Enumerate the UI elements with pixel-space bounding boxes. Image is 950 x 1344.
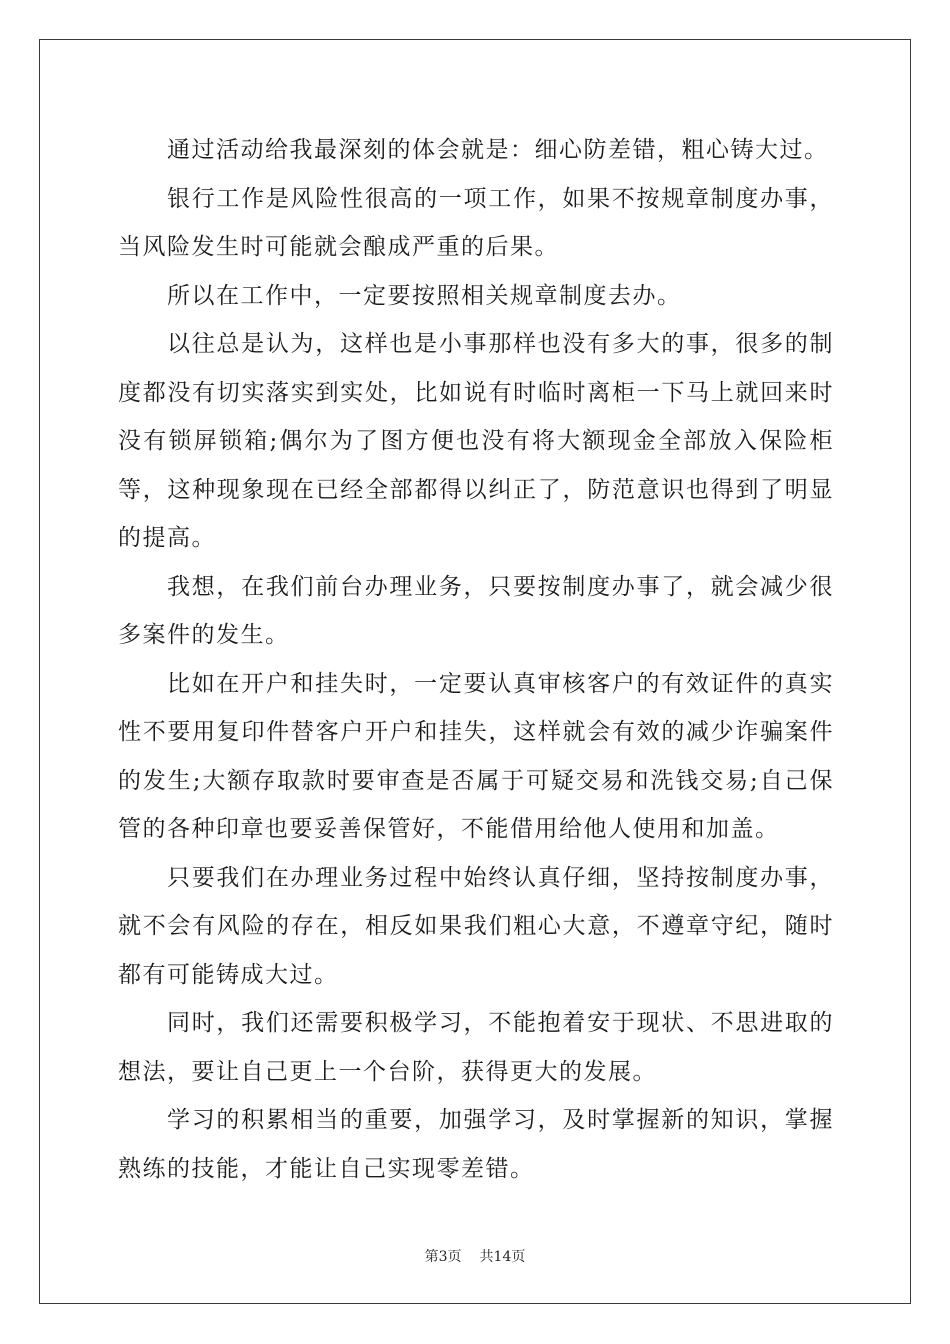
paragraph: 比如在开户和挂失时，一定要认真审核客户的有效证件的真实性不要用复印件替客户开户和挂失，这样就会有效的减少诈骗案件的发生;大额存取款时要审查是否属于可疑交易和洗钱交易;自己保管的各种印章也要妥善保管好，不能借用给他人使用和加盖。 <box>118 670 834 842</box>
paragraph: 以往总是认为，这样也是小事那样也没有多大的事，很多的制度都没有切实落实到实处，比如说有时临时离柜一下马上就回来时没有锁屏锁箱;偶尔为了图方便也没有将大额现金全部放入保险柜等，这种现象现在已经全部都得以纠正了，防范意识也得到了明显的提高。 <box>118 331 834 551</box>
paragraph: 银行工作是风险性很高的一项工作，如果不按规章制度办事，当风险发生时可能就会酿成严重的后果。 <box>118 185 834 260</box>
page-number: 第3页 <box>424 1249 462 1265</box>
paragraph: 通过活动给我最深刻的体会就是：细心防差错，粗心铸大过。 <box>167 137 829 163</box>
paragraph: 所以在工作中，一定要按照相关规章制度去办。 <box>167 282 682 309</box>
page-footer <box>0 1246 950 1266</box>
document-body <box>118 126 834 1193</box>
paragraph: 学习的积累相当的重要，加强学习，及时掌握新的知识，掌握熟练的技能，才能让自己实现零差错。 <box>118 1107 834 1182</box>
paragraph: 我想，在我们前台办理业务，只要按制度办事了，就会减少很多案件的发生。 <box>118 573 834 648</box>
paragraph: 同时，我们还需要积极学习，不能抱着安于现状、不思进取的想法，要让自己更上一个台阶，获得更大的发展。 <box>118 1010 834 1085</box>
paragraph: 只要我们在办理业务过程中始终认真仔细，坚持按制度办事，就不会有风险的存在，相反如果我们粗心大意，不遵章守纪，随时都有可能铸成大过。 <box>118 864 834 988</box>
page-total: 共14页 <box>479 1249 526 1265</box>
